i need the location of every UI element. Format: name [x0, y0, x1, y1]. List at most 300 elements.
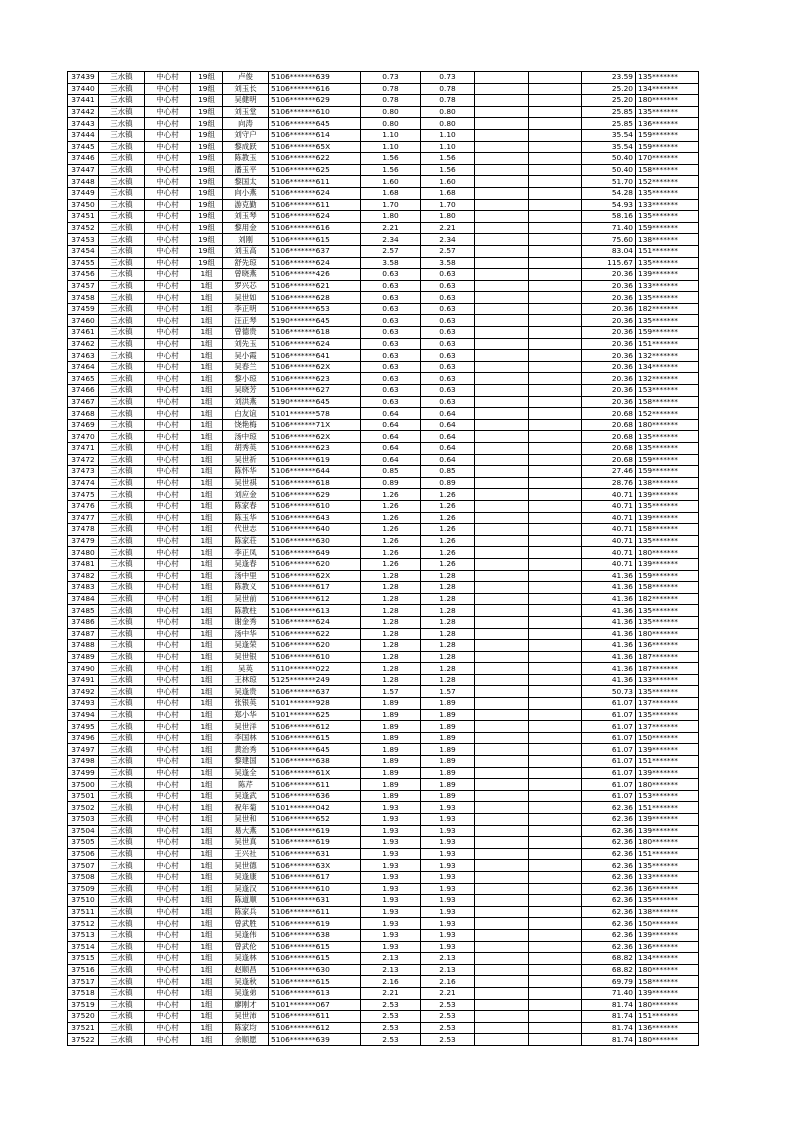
blank-cell-b: [529, 860, 582, 872]
town-cell: 三水镇: [99, 941, 145, 953]
table-row: [68, 419, 699, 431]
blank-cell-a: [475, 814, 529, 826]
table-row: [68, 790, 699, 802]
id-number-cell: 5106*******615: [269, 941, 361, 953]
blank-cell-b: [529, 779, 582, 791]
amount-cell: 61.07: [582, 709, 636, 721]
amount-cell: 61.07: [582, 767, 636, 779]
area-cell: 1.93: [361, 802, 421, 814]
group-cell: 1组: [191, 443, 223, 455]
table-row: [68, 176, 699, 188]
id-number-cell: 5106*******624: [269, 257, 361, 269]
phone-cell: 152*******: [636, 408, 699, 420]
blank-cell-b: [529, 466, 582, 478]
id-number-cell: 5106*******620: [269, 640, 361, 652]
row-number: 37469: [68, 419, 99, 431]
row-number: 37453: [68, 234, 99, 246]
row-number: 37498: [68, 756, 99, 768]
area-cell: 1.89: [361, 744, 421, 756]
phone-cell: 135*******: [636, 431, 699, 443]
village-cell: 中心村: [145, 987, 191, 999]
phone-cell: 135*******: [636, 860, 699, 872]
group-cell: 1组: [191, 987, 223, 999]
phone-cell: 139*******: [636, 987, 699, 999]
amount-cell: 41.36: [582, 593, 636, 605]
name-cell: 廖刚才: [223, 999, 269, 1011]
group-cell: 1组: [191, 964, 223, 976]
group-cell: 1组: [191, 744, 223, 756]
name-cell: 陈教玉: [223, 153, 269, 165]
blank-cell-a: [475, 767, 529, 779]
confirmed-area-cell: 1.26: [421, 524, 475, 536]
town-cell: 三水镇: [99, 408, 145, 420]
confirmed-area-cell: 1.28: [421, 582, 475, 594]
amount-cell: 40.71: [582, 489, 636, 501]
amount-cell: 20.36: [582, 292, 636, 304]
id-number-cell: 5106*******619: [269, 837, 361, 849]
name-cell: 吴逢春: [223, 558, 269, 570]
id-number-cell: 5106*******638: [269, 756, 361, 768]
group-cell: 1组: [191, 269, 223, 281]
amount-cell: 40.71: [582, 558, 636, 570]
blank-cell-a: [475, 999, 529, 1011]
town-cell: 三水镇: [99, 767, 145, 779]
blank-cell-b: [529, 929, 582, 941]
table-row: [68, 987, 699, 999]
table-row: [68, 686, 699, 698]
town-cell: 三水镇: [99, 744, 145, 756]
town-cell: 三水镇: [99, 350, 145, 362]
blank-cell-a: [475, 141, 529, 153]
phone-cell: 135*******: [636, 292, 699, 304]
confirmed-area-cell: 1.28: [421, 628, 475, 640]
group-cell: 19组: [191, 72, 223, 84]
row-number: 37465: [68, 373, 99, 385]
amount-cell: 35.54: [582, 129, 636, 141]
village-cell: 中心村: [145, 663, 191, 675]
phone-cell: 136*******: [636, 941, 699, 953]
blank-cell-b: [529, 118, 582, 130]
group-cell: 1组: [191, 860, 223, 872]
group-cell: 1组: [191, 674, 223, 686]
blank-cell-b: [529, 211, 582, 223]
amount-cell: 71.40: [582, 222, 636, 234]
phone-cell: 135*******: [636, 187, 699, 199]
blank-cell-b: [529, 790, 582, 802]
id-number-cell: 5106*******617: [269, 871, 361, 883]
blank-cell-a: [475, 663, 529, 675]
confirmed-area-cell: 0.80: [421, 118, 475, 130]
group-cell: 1组: [191, 1011, 223, 1023]
area-cell: 0.64: [361, 408, 421, 420]
row-number: 37489: [68, 651, 99, 663]
group-cell: 19组: [191, 222, 223, 234]
amount-cell: 41.36: [582, 582, 636, 594]
phone-cell: 150*******: [636, 732, 699, 744]
phone-cell: 159*******: [636, 327, 699, 339]
group-cell: 1组: [191, 396, 223, 408]
group-cell: 1组: [191, 350, 223, 362]
amount-cell: 35.54: [582, 141, 636, 153]
blank-cell-a: [475, 593, 529, 605]
phone-cell: 138*******: [636, 234, 699, 246]
blank-cell-b: [529, 477, 582, 489]
id-number-cell: 5106*******619: [269, 454, 361, 466]
blank-cell-a: [475, 895, 529, 907]
amount-cell: 62.36: [582, 941, 636, 953]
blank-cell-a: [475, 709, 529, 721]
amount-cell: 61.07: [582, 756, 636, 768]
id-number-cell: 5106*******618: [269, 327, 361, 339]
town-cell: 三水镇: [99, 976, 145, 988]
area-cell: 1.56: [361, 164, 421, 176]
village-cell: 中心村: [145, 558, 191, 570]
village-cell: 中心村: [145, 605, 191, 617]
name-cell: 潘玉平: [223, 164, 269, 176]
town-cell: 三水镇: [99, 489, 145, 501]
name-cell: 吴世和: [223, 814, 269, 826]
area-cell: 2.16: [361, 976, 421, 988]
phone-cell: 180*******: [636, 779, 699, 791]
confirmed-area-cell: 0.63: [421, 280, 475, 292]
town-cell: 三水镇: [99, 385, 145, 397]
village-cell: 中心村: [145, 83, 191, 95]
row-number: 37492: [68, 686, 99, 698]
id-number-cell: 5106*******616: [269, 83, 361, 95]
blank-cell-b: [529, 199, 582, 211]
blank-cell-b: [529, 883, 582, 895]
table-row: [68, 373, 699, 385]
village-cell: 中心村: [145, 848, 191, 860]
blank-cell-a: [475, 651, 529, 663]
area-cell: 2.53: [361, 1022, 421, 1034]
confirmed-area-cell: 1.89: [421, 732, 475, 744]
village-cell: 中心村: [145, 129, 191, 141]
blank-cell-b: [529, 1034, 582, 1046]
area-cell: 1.28: [361, 663, 421, 675]
blank-cell-a: [475, 373, 529, 385]
confirmed-area-cell: 2.13: [421, 953, 475, 965]
town-cell: 三水镇: [99, 790, 145, 802]
group-cell: 1组: [191, 663, 223, 675]
village-cell: 中心村: [145, 292, 191, 304]
amount-cell: 20.36: [582, 327, 636, 339]
confirmed-area-cell: 1.93: [421, 906, 475, 918]
blank-cell-b: [529, 987, 582, 999]
town-cell: 三水镇: [99, 129, 145, 141]
name-cell: 黎成跃: [223, 141, 269, 153]
table-row: [68, 732, 699, 744]
blank-cell-a: [475, 303, 529, 315]
blank-cell-b: [529, 964, 582, 976]
table-row: [68, 547, 699, 559]
phone-cell: 159*******: [636, 129, 699, 141]
name-cell: 吴晓芳: [223, 385, 269, 397]
town-cell: 三水镇: [99, 848, 145, 860]
amount-cell: 62.36: [582, 906, 636, 918]
phone-cell: 187*******: [636, 651, 699, 663]
group-cell: 1组: [191, 280, 223, 292]
phone-cell: 139*******: [636, 512, 699, 524]
confirmed-area-cell: 1.57: [421, 686, 475, 698]
blank-cell-b: [529, 524, 582, 536]
amount-cell: 40.71: [582, 524, 636, 536]
confirmed-area-cell: 1.60: [421, 176, 475, 188]
town-cell: 三水镇: [99, 72, 145, 84]
amount-cell: 25.20: [582, 83, 636, 95]
amount-cell: 20.68: [582, 408, 636, 420]
confirmed-area-cell: 1.89: [421, 721, 475, 733]
id-number-cell: 5106*******615: [269, 234, 361, 246]
table-row: [68, 1034, 699, 1046]
table-row: [68, 906, 699, 918]
row-number: 37488: [68, 640, 99, 652]
confirmed-area-cell: 2.13: [421, 964, 475, 976]
row-number: 37503: [68, 814, 99, 826]
blank-cell-a: [475, 454, 529, 466]
confirmed-area-cell: 2.53: [421, 1011, 475, 1023]
confirmed-area-cell: 2.16: [421, 976, 475, 988]
phone-cell: 158*******: [636, 976, 699, 988]
id-number-cell: 5106*******624: [269, 338, 361, 350]
group-cell: 1组: [191, 338, 223, 350]
phone-cell: 150*******: [636, 918, 699, 930]
name-cell: 王兴社: [223, 848, 269, 860]
town-cell: 三水镇: [99, 756, 145, 768]
row-number: 37466: [68, 385, 99, 397]
blank-cell-a: [475, 628, 529, 640]
blank-cell-a: [475, 466, 529, 478]
table-row: [68, 83, 699, 95]
confirmed-area-cell: 1.28: [421, 593, 475, 605]
group-cell: 19组: [191, 234, 223, 246]
phone-cell: 180*******: [636, 419, 699, 431]
amount-cell: 20.68: [582, 419, 636, 431]
village-cell: 中心村: [145, 616, 191, 628]
row-number: 37515: [68, 953, 99, 965]
row-number: 37474: [68, 477, 99, 489]
name-cell: 王林琼: [223, 674, 269, 686]
id-number-cell: 5106*******622: [269, 628, 361, 640]
phone-cell: 139*******: [636, 744, 699, 756]
confirmed-area-cell: 1.28: [421, 651, 475, 663]
blank-cell-b: [529, 315, 582, 327]
group-cell: 1组: [191, 732, 223, 744]
confirmed-area-cell: 0.63: [421, 385, 475, 397]
blank-cell-a: [475, 756, 529, 768]
id-number-cell: 5106*******613: [269, 987, 361, 999]
phone-cell: 151*******: [636, 802, 699, 814]
town-cell: 三水镇: [99, 628, 145, 640]
area-cell: 2.13: [361, 964, 421, 976]
blank-cell-a: [475, 790, 529, 802]
group-cell: 1组: [191, 489, 223, 501]
phone-cell: 135*******: [636, 315, 699, 327]
name-cell: 吴逢秋: [223, 976, 269, 988]
blank-cell-a: [475, 686, 529, 698]
village-cell: 中心村: [145, 118, 191, 130]
amount-cell: 50.40: [582, 164, 636, 176]
group-cell: 1组: [191, 825, 223, 837]
row-number: 37482: [68, 570, 99, 582]
blank-cell-a: [475, 443, 529, 455]
name-cell: 吴逢康: [223, 871, 269, 883]
row-number: 37500: [68, 779, 99, 791]
name-cell: 刘刚: [223, 234, 269, 246]
amount-cell: 62.36: [582, 814, 636, 826]
blank-cell-b: [529, 709, 582, 721]
name-cell: 曾武胜: [223, 918, 269, 930]
table-row: [68, 895, 699, 907]
area-cell: 2.21: [361, 222, 421, 234]
blank-cell-b: [529, 234, 582, 246]
table-row: [68, 883, 699, 895]
blank-cell-a: [475, 929, 529, 941]
town-cell: 三水镇: [99, 419, 145, 431]
table-row: [68, 269, 699, 281]
group-cell: 1组: [191, 500, 223, 512]
amount-cell: 25.85: [582, 118, 636, 130]
confirmed-area-cell: 0.64: [421, 431, 475, 443]
blank-cell-b: [529, 500, 582, 512]
confirmed-area-cell: 1.28: [421, 640, 475, 652]
village-cell: 中心村: [145, 512, 191, 524]
row-number: 37509: [68, 883, 99, 895]
amount-cell: 41.36: [582, 628, 636, 640]
blank-cell-b: [529, 895, 582, 907]
village-cell: 中心村: [145, 790, 191, 802]
confirmed-area-cell: 1.70: [421, 199, 475, 211]
row-number: 37516: [68, 964, 99, 976]
row-number: 37490: [68, 663, 99, 675]
group-cell: 1组: [191, 466, 223, 478]
amount-cell: 54.93: [582, 199, 636, 211]
group-cell: 1组: [191, 1022, 223, 1034]
confirmed-area-cell: 0.64: [421, 419, 475, 431]
table-row: [68, 489, 699, 501]
table-row: [68, 663, 699, 675]
id-number-cell: 5106*******63X: [269, 860, 361, 872]
area-cell: 0.63: [361, 303, 421, 315]
name-cell: 陈玉华: [223, 512, 269, 524]
table-row: [68, 674, 699, 686]
amount-cell: 25.20: [582, 95, 636, 107]
table-row: [68, 500, 699, 512]
id-number-cell: 5101*******042: [269, 802, 361, 814]
amount-cell: 115.67: [582, 257, 636, 269]
name-cell: 陈怀华: [223, 466, 269, 478]
area-cell: 0.63: [361, 315, 421, 327]
blank-cell-b: [529, 419, 582, 431]
amount-cell: 81.74: [582, 999, 636, 1011]
amount-cell: 40.71: [582, 547, 636, 559]
name-cell: 汤中华: [223, 628, 269, 640]
table-row: [68, 848, 699, 860]
area-cell: 1.93: [361, 871, 421, 883]
amount-cell: 20.36: [582, 396, 636, 408]
phone-cell: 135*******: [636, 709, 699, 721]
name-cell: 代世志: [223, 524, 269, 536]
village-cell: 中心村: [145, 454, 191, 466]
amount-cell: 71.40: [582, 987, 636, 999]
name-cell: 曾德贵: [223, 327, 269, 339]
blank-cell-a: [475, 779, 529, 791]
confirmed-area-cell: 1.56: [421, 153, 475, 165]
group-cell: 1组: [191, 651, 223, 663]
village-cell: 中心村: [145, 338, 191, 350]
amount-cell: 41.36: [582, 651, 636, 663]
group-cell: 1组: [191, 802, 223, 814]
amount-cell: 62.36: [582, 929, 636, 941]
group-cell: 1组: [191, 547, 223, 559]
village-cell: 中心村: [145, 547, 191, 559]
village-cell: 中心村: [145, 141, 191, 153]
blank-cell-a: [475, 95, 529, 107]
row-number: 37522: [68, 1034, 99, 1046]
phone-cell: 135*******: [636, 72, 699, 84]
village-cell: 中心村: [145, 176, 191, 188]
town-cell: 三水镇: [99, 95, 145, 107]
blank-cell-a: [475, 1022, 529, 1034]
row-number: 37510: [68, 895, 99, 907]
group-cell: 1组: [191, 628, 223, 640]
blank-cell-b: [529, 593, 582, 605]
table-row: [68, 187, 699, 199]
blank-cell-b: [529, 756, 582, 768]
id-number-cell: 5106*******641: [269, 350, 361, 362]
name-cell: 刘玉琴: [223, 211, 269, 223]
blank-cell-a: [475, 245, 529, 257]
amount-cell: 23.59: [582, 72, 636, 84]
area-cell: 1.93: [361, 860, 421, 872]
village-cell: 中心村: [145, 825, 191, 837]
village-cell: 中心村: [145, 396, 191, 408]
table-row: [68, 628, 699, 640]
blank-cell-a: [475, 234, 529, 246]
village-cell: 中心村: [145, 1034, 191, 1046]
phone-cell: 136*******: [636, 1022, 699, 1034]
village-cell: 中心村: [145, 976, 191, 988]
group-cell: 19组: [191, 118, 223, 130]
amount-cell: 41.36: [582, 570, 636, 582]
id-number-cell: 5106*******611: [269, 176, 361, 188]
area-cell: 1.56: [361, 153, 421, 165]
area-cell: 0.78: [361, 95, 421, 107]
village-cell: 中心村: [145, 95, 191, 107]
phone-cell: 137*******: [636, 721, 699, 733]
table-row: [68, 918, 699, 930]
table-row: [68, 477, 699, 489]
row-number: 37508: [68, 871, 99, 883]
id-number-cell: 5106*******636: [269, 790, 361, 802]
group-cell: 1组: [191, 814, 223, 826]
table-row: [68, 303, 699, 315]
blank-cell-b: [529, 95, 582, 107]
village-cell: 中心村: [145, 257, 191, 269]
row-number: 37447: [68, 164, 99, 176]
phone-cell: 151*******: [636, 1011, 699, 1023]
blank-cell-b: [529, 141, 582, 153]
row-number: 37494: [68, 709, 99, 721]
group-cell: 1组: [191, 454, 223, 466]
table-row: [68, 582, 699, 594]
area-cell: 1.26: [361, 524, 421, 536]
row-number: 37484: [68, 593, 99, 605]
confirmed-area-cell: 1.80: [421, 211, 475, 223]
id-number-cell: 5106*******639: [269, 1034, 361, 1046]
town-cell: 三水镇: [99, 83, 145, 95]
phone-cell: 158*******: [636, 396, 699, 408]
